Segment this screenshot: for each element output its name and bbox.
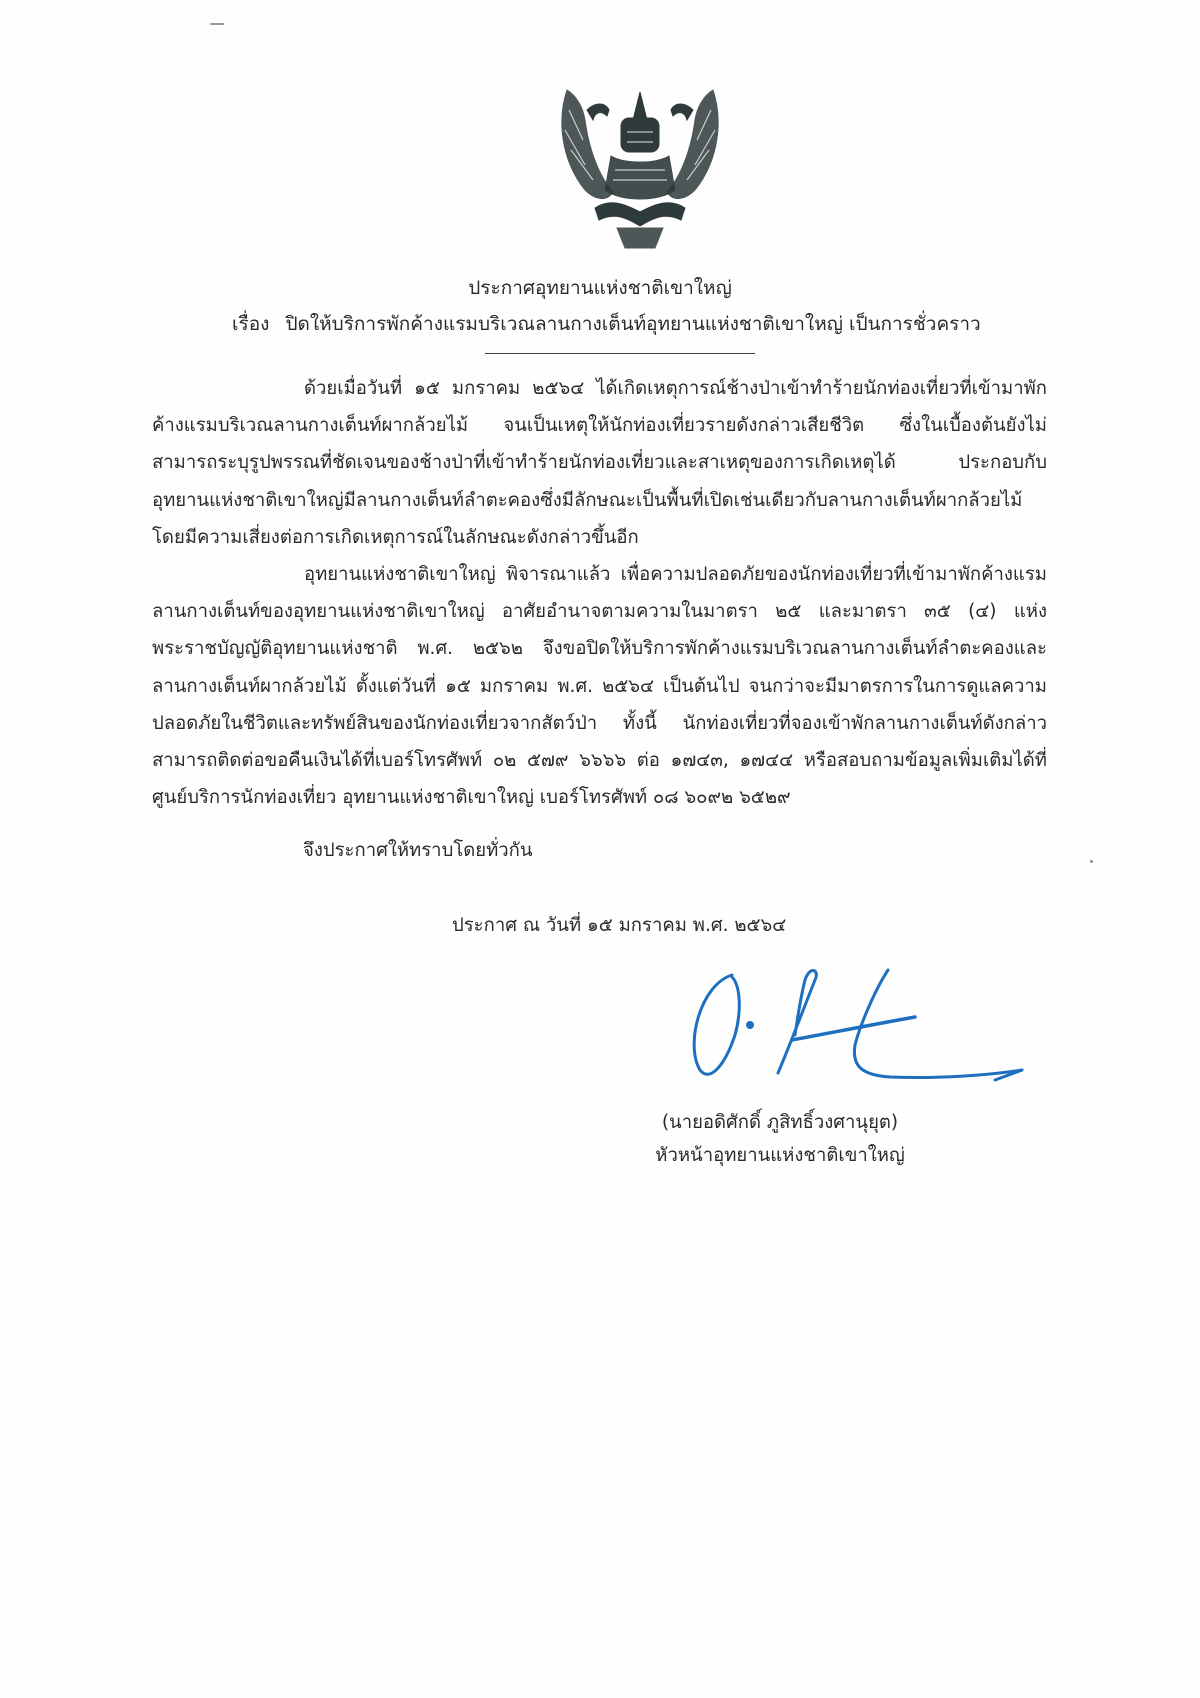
scan-speck — [210, 23, 224, 25]
closing-statement: จึงประกาศให้ทราบโดยทั่วกัน — [303, 840, 533, 861]
announcement-title: ประกาศอุทยานแห่งชาติเขาใหญ่ — [468, 277, 732, 299]
paragraph-line: ลานกางเต็นท์ของอุทยานแห่งชาติเขาใหญ่ อาศัยอำนาจตามความในมาตรา ๒๕ และมาตรา ๓๕ (๔) แห่ง — [152, 601, 1047, 623]
paragraph-2 — [152, 556, 1047, 816]
title-divider — [485, 353, 755, 354]
paragraph-line: ค้างแรมบริเวณลานกางเต็นท์ผากล้วยไม้ จนเป็นเหตุให้นักท่องเที่ยวรายดังกล่าวเสียชีวิต ซึ่งในเบื้องต้นยังไม่ — [152, 415, 1047, 437]
paragraph-line: อุทยานแห่งชาติเขาใหญ่มีลานกางเต็นท์ลำตะคองซึ่งมีลักษณะเป็นพื้นที่เปิดเช่นเดียวกับลานกางเต็นท์ผากล้วยไม้ — [152, 489, 1023, 511]
paragraph-line: สามารถระบุรูปพรรณที่ชัดเจนของช้างป่าที่เข้าทำร้ายนักท่องเที่ยวและสาเหตุของการเกิดเหตุได้ ประกอบกับ — [152, 452, 1047, 474]
announcement-subject — [232, 309, 981, 339]
paragraph-1 — [152, 370, 1047, 556]
paragraph-line: พระราชบัญญัติอุทยานแห่งชาติ พ.ศ. ๒๕๖๒ จึงขอปิดให้บริการพักค้างแรมบริเวณลานกางเต็นท์ลำตะคองและ — [152, 638, 1047, 660]
signer-title: หัวหน้าอุทยานแห่งชาติเขาใหญ่ — [655, 1145, 905, 1166]
paragraph-line: ปลอดภัยในชีวิตและทรัพย์สินของนักท่องเที่ยวจากสัตว์ป่า ทั้งนี้ นักท่องเที่ยวที่จองเข้าพักลานกางเต็นท์ดังกล่าว — [152, 712, 1047, 734]
signature-icon — [680, 965, 1060, 1105]
scan-speck — [1090, 860, 1093, 863]
paragraph-line: ด้วยเมื่อวันที่ ๑๕ มกราคม ๒๕๖๔ ได้เกิดเหตุการณ์ช้างป่าเข้าทำร้ายนักท่องเที่ยวที่เข้ามาพัก — [304, 378, 1047, 399]
paragraph-line: สามารถติดต่อขอคืนเงินได้ที่เบอร์โทรศัพท์ ๐๒ ๕๗๙ ๖๖๖๖ ต่อ ๑๗๔๓, ๑๗๔๔ หรือสอบถามข้อมูลเพิ่มเติมได้ที่ — [152, 750, 1047, 772]
garuda-emblem-icon — [555, 80, 725, 250]
signer-name: (นายอดิศักดิ์ ภูสิทธิ์วงศานุยุต) — [661, 1112, 899, 1133]
paragraph-line: ลานกางเต็นท์ผากล้วยไม้ ตั้งแต่วันที่ ๑๕ มกราคม พ.ศ. ๒๕๖๔ เป็นต้นไป จนกว่าจะมีมาตรการในการดูแลความ — [152, 675, 1047, 697]
paragraph-line: โดยมีความเสี่ยงต่อการเกิดเหตุการณ์ในลักษณะดังกล่าวขึ้นอีก — [152, 526, 639, 548]
subject-label: เรื่อง — [232, 313, 270, 335]
announcement-date: ประกาศ ณ วันที่ ๑๕ มกราคม พ.ศ. ๒๕๖๔ — [452, 915, 787, 936]
paragraph-line: อุทยานแห่งชาติเขาใหญ่ พิจารณาแล้ว เพื่อความปลอดภัยของนักท่องเที่ยวที่เข้ามาพักค้างแรม — [304, 564, 1047, 585]
subject-text: ปิดให้บริการพักค้างแรมบริเวณลานกางเต็นท์อุทยานแห่งชาติเขาใหญ่ เป็นการชั่วคราว — [285, 313, 981, 335]
signer-block — [640, 1106, 920, 1172]
paragraph-line: ศูนย์บริการนักท่องเที่ยว อุทยานแห่งชาติเขาใหญ่ เบอร์โทรศัพท์ ๐๘ ๖๐๙๒ ๖๕๒๙ — [152, 787, 791, 809]
